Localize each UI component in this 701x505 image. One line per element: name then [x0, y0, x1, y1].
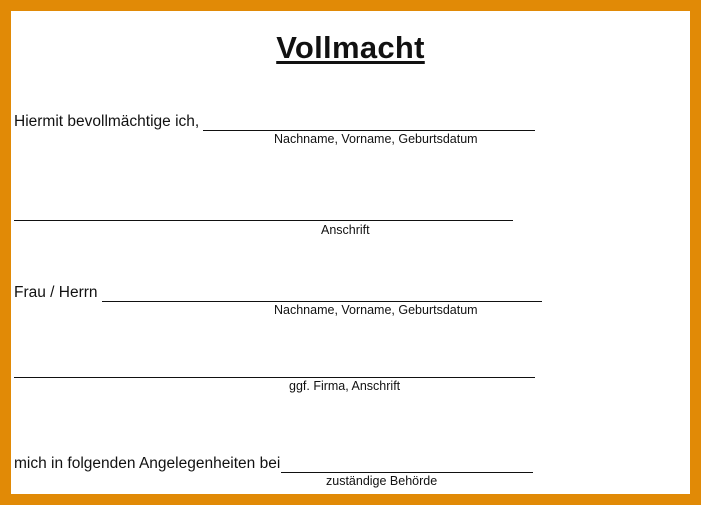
field-caption-authority: zuständige Behörde	[326, 474, 438, 488]
document-title: Vollmacht	[276, 30, 425, 65]
field-caption-principal-address: Anschrift	[321, 223, 370, 237]
form-row-principal	[14, 113, 535, 131]
form-row-agent-address	[14, 361, 535, 378]
blank-field-principal[interactable]	[203, 114, 535, 131]
form-label-agent: Frau / Herrn	[14, 284, 98, 301]
form-label-authority: mich in folgenden Angelegenheiten bei	[14, 455, 281, 472]
form-row-principal-address	[14, 204, 513, 221]
field-caption-agent-address: ggf. Firma, Anschrift	[289, 379, 401, 393]
blank-field-agent[interactable]	[102, 285, 542, 302]
blank-field-principal-address[interactable]	[14, 204, 513, 221]
field-caption-agent: Nachname, Vorname, Geburtsdatum	[274, 303, 478, 317]
field-caption-principal: Nachname, Vorname, Geburtsdatum	[274, 132, 478, 146]
blank-field-authority[interactable]	[281, 456, 533, 473]
form-row-authority	[14, 455, 533, 473]
blank-field-agent-address[interactable]	[14, 361, 535, 378]
form-row-agent	[14, 284, 542, 302]
form-label-principal: Hiermit bevollmächtige ich,	[14, 113, 200, 130]
